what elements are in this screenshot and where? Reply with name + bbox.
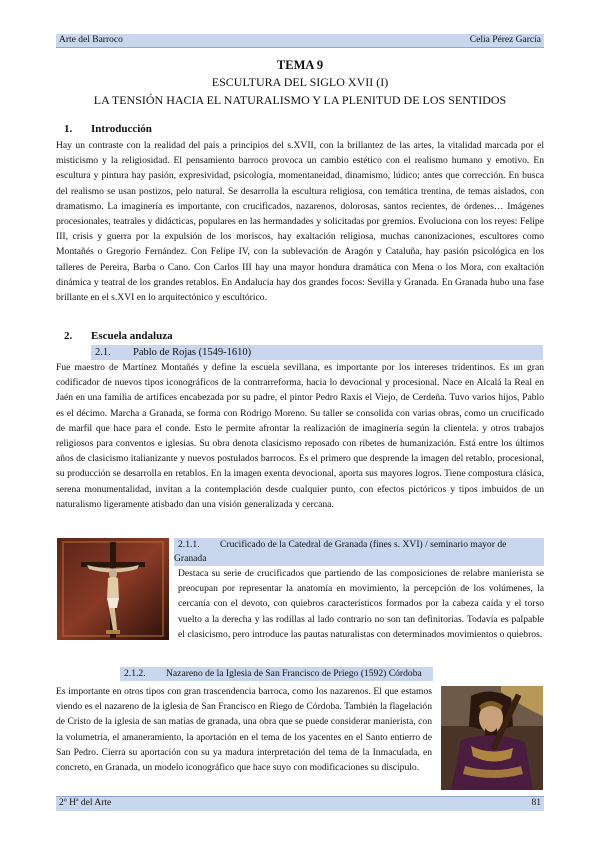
title-line-1: ESCULTURA DEL SIGLO XVII (I) [211, 75, 389, 89]
item-2-1-1-title: Crucificado de la Catedral de Granada (fines s. XVI) / seminario mayor de Granada [174, 539, 507, 564]
item-2-1-2-text: Es importante en otros tipos con gran trascendencia barroca, como los nazarenos. El que estamos viendo es el nazareno de la iglesia de San Francisco en Riego de Córdoba. También la flagelación de Cristo de la iglesia de san matías de granada, una obra que se puede considerar manierista, con la volumetría, el amaneramiento, la aportación en el tema de los yacentes en el Santo entierro de San Pedro. Cierra su aportación con su ya madura interpretación del tema de la Inmaculada, en concreto, en Granada, un modelo iconográfico que hace suyo con modificaciones su discípulo. [56, 686, 432, 774]
header-right: Celia Pérez García [469, 35, 541, 45]
item-2-1-2-heading [120, 667, 433, 681]
section-1-number: 1. [64, 123, 73, 135]
subsection-2-1-number: 2.1. [95, 347, 111, 358]
section-1-text: Hay un contraste con la realidad del país a principios del s.XVII, con la brillantez de las artes, la vitalidad marcada por el misticismo y la religiosidad. El pensamiento barroco provoca un cambio estético con el realismo humano y emotivo. En escultura y pintura hay pasión, expresividad, psicología, momentaneidad, dinamismo, lúdico; antes que corrección. En busca del realismo se usan postizos, pelo natural. Se desarrolla la escultura religiosa, con temática trentina, de temas aislados, con dramatismo. La imaginería es importante, con crucificados, nazarenos, dolorosas, santos recientes, de órdenes… Imágenes procesionales, teatrales y didácticas, populares en las hermandades y solicitadas por gremios. Evoluciona con los reyes: Felipe III, crisis y guerra por la expulsión de los moriscos, hay exaltación religiosa, muchas canonizaciones, escultores como Montañés o Gregorio Fernández. Con Felipe IV, con la sublevación de Aragón y Cataluña, hay pasión psicológica en los talleres de Pereira, Barba o Cano. Con Carlos III hay una mayor hondura dramática con Mena o los Mora, con exaltación dinámica y teatral de los grandes retablos. En Andalucía hay dos grandes focos: Sevilla y Granada. En Granada hubo una fase brillante en el s.XVI en lo arquitectónico y escultórico. [56, 140, 544, 304]
header-left: Arte del Barroco [59, 35, 123, 45]
tema-number: TEMA 9 [276, 58, 324, 72]
page-footer [56, 796, 544, 811]
section-2-title: Escuela andaluza [91, 330, 173, 342]
crucifix-photo [57, 538, 169, 640]
item-2-1-1-heading [174, 538, 544, 566]
page-header [56, 34, 544, 48]
item-2-1-1-text: Destaca su serie de crucificados que partiendo de las composiciones de relabre manierista se preocupan por representar la anatomía en movimiento, la percepción de los volúmenes, la cercanía con el devoto, con quiebros característicos formados por la cabeza caída y el torso vuelto a la derecha y las rodillas al lado contrario no son tan definitorias. Todavía es palpable el clasicismo, pero introduce las pautas naturalistas con determinados movimientos o quiebros. [178, 568, 544, 640]
page-number: 81 [531, 798, 541, 808]
section-2-number: 2. [64, 330, 73, 342]
subsection-2-1-title: Pablo de Rojas (1549-1610) [133, 347, 252, 358]
title-line-2: LA TENSIÓN HACIA EL NATURALISMO Y LA PLENITUD DE LOS SENTIDOS [93, 93, 507, 107]
item-2-1-1-number: 2.1.1. [178, 539, 200, 550]
section-1-heading [64, 123, 152, 135]
subsection-2-1-heading [91, 345, 543, 360]
footer-left: 2º Hª del Arte [59, 798, 112, 808]
item-2-1-2-number: 2.1.2. [124, 668, 146, 679]
item-2-1-2-title: Nazareno de la Iglesia de San Francisco de Priego (1592) Córdoba [166, 668, 422, 679]
section-1-title: Introducción [91, 123, 152, 135]
nazareno-photo [441, 686, 543, 790]
subsection-2-1-text: Fue maestro de Martínez Montañés y define la escuela sevillana, es importante por los intereses tridentinos. Es un gran codificador de nuevos tipos iconográficos de la contrarreforma, hacia lo devocional y procesional. Nace en Alcalá la Real en Jaén en una familia de artífices encabezada por su padre, el pintor Pedro Raxis el Viejo, de Cerdeña. Tuvo varios hijos, Pablo es el décimo. Marcha a Granada, se forma con Rodrigo Moreno. Su taller se consolida con varias obras, como un crucificado de marfil que hace para el conde. Esto le permite afrontar la realización de imaginería según la clientela. y otros trabajos religiosos para conventos e iglesias. Su obra denota clasicismo reposado con ribetes de humanización. Está entre los últimos años de clasicismo italianizante y nuevos postulados barrocos. Es el primero que desprende la imagen del retablo, procesional, su producción se desarrolla en retablos. En la imagen exenta devocional, aporta sus mayores logros. Tiene compostura clásica, serena monumentalidad, invitan a la contemplación desde cualquier punto, con efectos pictóricos y tipos imbuidos de un naturalismo ligeramente atisbado dan una visión generalizada y cercana. [56, 362, 544, 510]
section-2-heading [64, 330, 173, 342]
